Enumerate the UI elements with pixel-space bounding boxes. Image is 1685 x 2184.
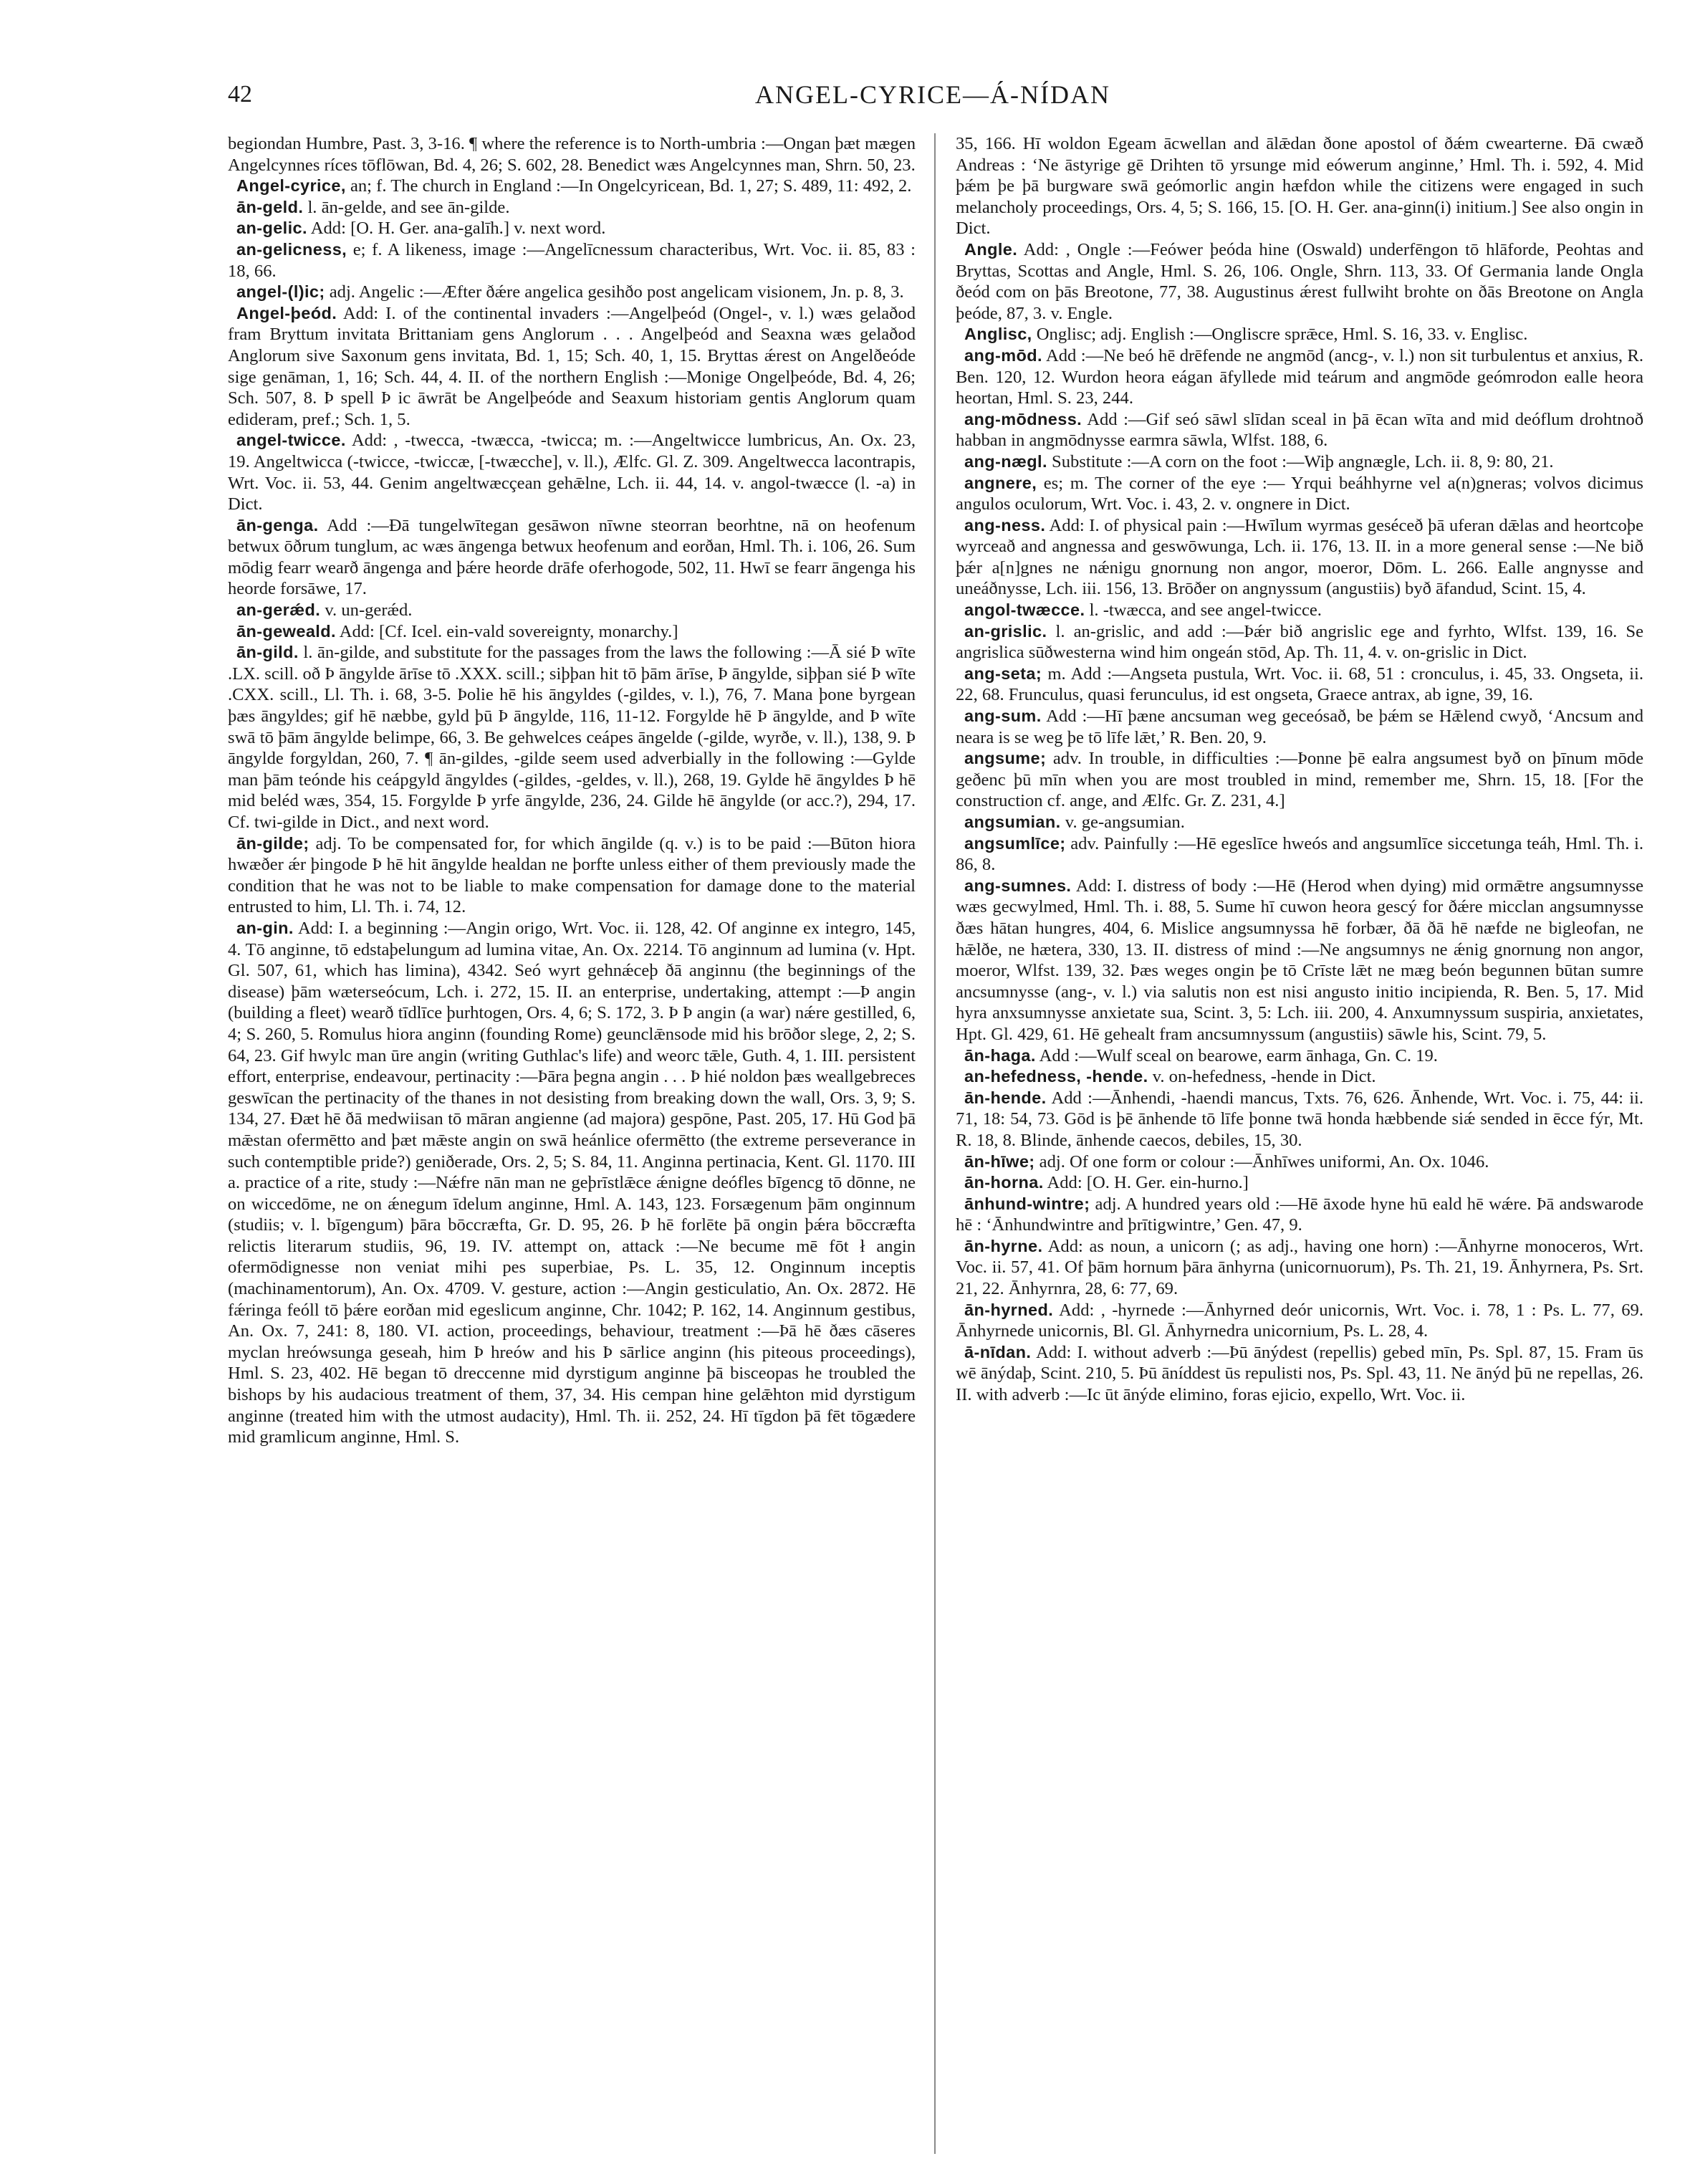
entry-text: Add: I. a beginning :—Angin origo, Wrt. Voc. ii. 128, 42. Of anginne ex integro, 145, 4. Tō anginne, tō edstaþelungum ad lumina vitae, An. Ox. 2214. Tō anginnum ad lumina (v. Hpt. Gl. 507, 61, which has limina), 4342. Seó wyrt gehnǽceþ ðā anginnu (the beginnings of the disease) þām wæterseócum, Lch. i. 272, 15. II. an enterprise, undertaking, attempt :—Þ angin (building a fleet) wearð tīdlīce þurhtogen, Ors. 4, 6; S. 172, 3. Þ Þ angin (a war) nǽre gestilled, 6, 4; S. 260, 5. Romulus hiora anginn (founding Rome) geunclǣnsode mid his brōðor slege, 2, 2; S. 64, 23. Gif hwylc man ūre angin (writing Guthlac's life) and weorc tǣle, Guth. 4, 1. III. persistent effort, enterprise, endeavour, pertinacity :—Þāra þegna angin . . . Þ hié noldon þæs weallgebreces geswīcan the pertinacity of the thanes in not desisting from breaking down the wall, Ors. 3, 9; S. 134, 27. Ðæt hē ðā medwiisan tō māran angienne (ad majora) gespōne, Past. 205, 17. Hū God þā mǣstan ofermētto and þæt mǣste angin on swā heánlice ofermētto (the extreme perseverance in such contemptible pride?) geniðerade, Ors. 2, 5; S. 84, 11. Anginna pertinacia, Kent. Gl. 1170. III a. practice of a rite, study :—Nǽfre nān man ne geþrīstlǣce ǽnigne deófles bīgencg tō dōnne, ne on wiccedōme, ne on ǽnegum īdelum anginne, Hml. A. 143, 123. Forsægenum þām onginnum (studiis; v. l. bīgengum) þāra bōccræfta, Gr. D. 95, 26. Þ hē forlēte þā ongin þǽra bōccræfta relictis literarum studiis, 96, 19. IV. attempt on, attack :—Ne becume mē fōt ł angin ofermōdignesse non veniat mihi pes superbiae, Ps. L. 35, 12. Onginnum inceptis (machinamentorum), An. Ox. 4709. V. gesture, action :—Angin gesticulatio, An. Ox. 2872. Hē fǽringa feóll tō þǽre eorðan mid egeslicum anginne, Chr. 1042; P. 162, 14. Anginnum gestibus, An. Ox. 7, 241: 8, 180. VI. action, proceedings, behaviour, treatment :—Þā hē ðæs cāseres myclan hreówsunga geseah, him Þ hreów and his Þ sārlice anginn (his piteous proceedings), Hml. S. 23, 402. Hē began tō dreccenne mid dyrstigum anginne þā bisceopas he troubled the bishops by his audacious treatment of them, 37, 34. His cempan hine gelǣhton mid dyrstigum anginne (treated him with the utmost audacity), Hml. Th. ii. 252, 24. Hī tīgdon þā fēt tōgædere mid gramlicum anginne, Hml. S. — [228, 918, 916, 1447]
entry-headword: ān-geld. — [236, 197, 304, 216]
entry-text: l. ān-gilde, and substitute for the passages from the laws the following :—Ā sié Þ wīte .LX. scill. oð Þ āngylde ārīse tō .XXX. scill.; siþþan hit tō þām ārīse, Þ āngylde, siþþan sié Þ wīte .CXX. scill., Ll. Th. i. 68, 3-5. Þolie hē his āngyldes (-gildes, v. l.), 76, 7. Mana þone byrgean þæs āngyldes; gif hē næbbe, gyld þū Þ āngylde, 116, 11-12. Forgylde hē Þ āngylde, and Þ wīte swā tō þām āngylde belimpe, 66, 3. Be gehwelces ceápes āngelde (-gilde, wyrðe, v. ll.), 138, 9. Þ āngylde forgyldan, 260, 7. ¶ ān-gildes, -gilde seem used adverbially in the following :—Gylde man þām teónde his ceápgyld āngyldes (-gildes, -geldes, v. ll.), 268, 19. Gylde hē āngyldes Þ hē mid beléd wæs, 354, 15. Forgylde Þ yrfe āngylde, 236, 24. Gilde hē āngylde (or acc.?), 294, 17. Cf. twi-gilde in Dict., and next word. — [228, 643, 916, 832]
entry-headword: ān-gilde; — [236, 833, 309, 853]
entry-headword: ang-seta; — [964, 664, 1042, 683]
entry-headword: an-grislic. — [964, 621, 1047, 641]
entry-text: Add: [O. H. Ger. ana-galīh.] v. next word. — [310, 219, 606, 239]
entry-headword: an-hefedness, -hende. — [964, 1067, 1148, 1086]
entry-headword: an-gelic. — [236, 219, 307, 238]
left-column — [228, 133, 916, 2154]
dictionary-entry — [956, 748, 1643, 812]
entry-headword: angsume; — [964, 749, 1047, 768]
entry-text: Add: I. without adverb :—Þū ānýdest (repellis) gebed mīn, Ps. Spl. 87, 15. Fram ūs wē ānýdaþ, Scint. 210, 5. Þū āníddest ūs repulisti nos, Ps. Spl. 43, 11. Ne ānýd þū ne repellas, 26. II. with adverb :—Ic ūt ānýde elimino, foras ejicio, expello, Wrt. Voc. ii. — [956, 1342, 1643, 1405]
dictionary-entry — [956, 1045, 1643, 1067]
entry-text: es; m. The corner of the eye :— Yrqui beáhhyrne vel a(n)gneras; volvos dicimus angulos oculorum, Wrt. Voc. i. 43, 2. v. ongnere in Dict. — [956, 473, 1643, 514]
entry-headword: ān-hīwe; — [964, 1151, 1035, 1171]
entry-text: 35, 166. Hī woldon Egeam ācwellan and ālǣdan ðone apostol of ðǽm cwearterne. Ðā cwæð Andreas : ‘Ne āstyrige gē Drihten tō yrsunge mid eówerum anginne,’ Hml. Th. i. 592, 4. Mid þǽm þe þā burgware swā geómorlic angin hæfdon while the citizens were engaged in such melancholy proceedings, Ors. 4, 5; S. 166, 15. [O. H. Ger. ana-ginn(i) initium.] See also ongin in Dict. — [956, 134, 1643, 239]
dictionary-entry — [228, 176, 916, 197]
entry-headword: Anglisc, — [964, 325, 1032, 344]
entry-text: v. ge-angsumian. — [1065, 813, 1185, 832]
entry-text: e; f. A likeness, image :—Angelīcnessum characteribus, Wrt. Voc. ii. 85, 83 : 18, 66. — [228, 239, 916, 281]
entry-headword: ān-hende. — [964, 1088, 1047, 1107]
dictionary-entry — [956, 1300, 1643, 1342]
dictionary-entry — [956, 876, 1643, 1045]
entry-text: Add :—Wulf sceal on bearowe, earm ānhaga, Gn. C. 19. — [1039, 1045, 1438, 1065]
entry-text: Add: I. of physical pain :—Hwīlum wyrmas geséceð þā uferan dǣlas and heortcoþe wyrceað and angnessa and geswōwunga, Lch. ii. 176, 13. II. in a more general sense :—Ne bið þǽr a[n]gnes ne nǽnigu gnornung non angor, moeror, Dōm. L. 266. Ealle angnysse and uneáðnysse, Lch. iii. 156, 13. Brōðer on angnyssum (angustiis) byð āfandud, Scint. 15, 4. — [956, 515, 1643, 599]
entry-text: Add :—Ānhendi, -haendi mancus, Txts. 76, 626. Ānhende, Wrt. Voc. i. 75, 44: ii. 71, 18: 54, 73. Gōd is þē ānhende tō līfe þonne twā honda hæbbende siǽ sended in ēcce fýr, Mt. R. 18, 8. Blinde, ānhende caecos, debiles, 15, 30. — [956, 1088, 1643, 1150]
entry-headword: ang-mōd. — [964, 345, 1042, 365]
entry-text: Onglisc; adj. English :—Ongliscre sprǣce, Hml. S. 16, 33. v. Englisc. — [1036, 325, 1528, 345]
entry-headword: ān-hyrne. — [964, 1236, 1043, 1255]
entry-headword: an-gerǽd. — [236, 600, 321, 620]
dictionary-entry — [956, 451, 1643, 473]
entry-text: adj. Angelic :—Æfter ðǽre angelica gesihðo post angelicam visionem, Jn. p. 8, 3. — [329, 282, 904, 302]
entry-headword: ān-horna. — [964, 1173, 1044, 1192]
entry-text: begiondan Humbre, Past. 3, 3-16. ¶ where the reference is to North-umbria :—Ongan þæt mægen Angelcynnes ríces tōflōwan, Bd. 4, 26; S. 602, 28. Benedict wæs Angelcynnes man, Shrn. 50, 23. — [228, 134, 916, 175]
entry-text: Add: , -hyrnede :—Ānhyrned deór unicornis, Wrt. Voc. i. 78, 1 : Ps. L. 77, 69. Ānhyrnede unicornis, Bl. Gl. Ānhyrnedra unicornium, Ps. L. 28, 4. — [956, 1300, 1643, 1341]
entry-headword: angol-twæcce. — [964, 600, 1085, 620]
entry-headword: an-gelicness, — [236, 239, 347, 259]
entry-headword: angnere, — [964, 473, 1037, 492]
entry-text: Add: [Cf. Icel. ein-vald sovereignty, monarchy.] — [339, 621, 678, 641]
dictionary-entry — [956, 324, 1643, 345]
dictionary-entry — [956, 706, 1643, 748]
entry-headword: ān-haga. — [964, 1045, 1036, 1065]
dictionary-entry — [956, 1342, 1643, 1406]
dictionary-entry — [956, 133, 1643, 239]
entry-headword: Angel-cyrice, — [236, 176, 346, 196]
dictionary-entry — [956, 664, 1643, 706]
entry-text: Substitute :—A corn on the foot :—Wiþ angnægle, Lch. ii. 8, 9: 80, 21. — [1052, 451, 1554, 471]
dictionary-entry — [228, 218, 916, 239]
dictionary-entry — [956, 515, 1643, 600]
dictionary-entry — [956, 833, 1643, 876]
entry-text: Add :—Gif seó sāwl slīdan sceal in þā ēcan wīta and mid deóflum drohtnoð habban in angmōdnysse earmra sāwla, Wlfst. 188, 6. — [956, 409, 1643, 451]
entry-text: Add: , -twecca, -twæcca, -twicca; m. :—Angeltwicce lumbricus, An. Ox. 23, 19. Angeltwicca (-twicce, -twiccæ, [-twæcche], v. ll.), Ælfc. Gl. Z. 309. Angeltwecca lacontrapis, Wrt. Voc. ii. 53, 44. Genim angeltwæcçean gehǣlne, Lch. ii. 44, 14. v. angol-twæcce (l. -a) in Dict. — [228, 431, 916, 514]
entry-text: Add: , Ongle :—Feówer þeóda hine (Oswald) underfēngon tō hlāforde, Peohtas and Bryttas, Scottas and Angle, Hml. S. 26, 106. Ongle, Shrn. 113, 33. Of Germania lande Ongla ðeód com on þās Breotone, 77, 38. Augustinus ǽrest fullwiht brohte on ðās Breotone on Angla þeóde, 87, 3. v. Engle. — [956, 239, 1643, 323]
dictionary-entry — [228, 515, 916, 600]
dictionary-entry — [956, 812, 1643, 833]
dictionary-entry — [956, 1194, 1643, 1236]
entry-headword: angsumlīce; — [964, 833, 1066, 853]
dictionary-entry — [228, 621, 916, 643]
entry-headword: ān-geweald. — [236, 621, 336, 641]
entry-text: l. -twæcca, and see angel-twicce. — [1089, 600, 1322, 621]
entry-headword: ān-genga. — [236, 515, 319, 535]
entry-headword: ang-nægl. — [964, 451, 1047, 471]
page-number: 42 — [228, 81, 252, 107]
dictionary-entry — [956, 600, 1643, 621]
entry-headword: Angle. — [964, 239, 1018, 259]
entry-text: Add: as noun, a unicorn (; as adj., having one horn) :—Ānhyrne monoceros, Wrt. Voc. ii. 57, 41. Of þām hornum þāra ānhyrna (unicornuorum), Ps. Th. 21, 19. Ānhyrnera, Ps. Srt. 21, 22. Ānhyrnra, 28, 6: 77, 69. — [956, 1236, 1643, 1299]
entry-text: Add: [O. H. Ger. ein-hurno.] — [1047, 1173, 1249, 1193]
entry-headword: angel-(l)ic; — [236, 282, 325, 302]
entry-text: adv. In trouble, in difficulties :—Þonne þē ealra angsumest byð on þīnum mōde geðenc þū mīn when you are most troubled in mind, remember me, Shrn. 15, 18. [For the construction cf. ange, and Ælfc. Gr. Z. 231, 4.] — [956, 749, 1643, 811]
entry-text: Add :—Ne beó hē drēfende ne angmōd (ancg-, v. l.) non sit turbulentus et anxius, R. Ben. 120, 12. Wurdon heora eágan āfyllede mid teárum and angmōde geómrodon ealle heora heortan, Hml. S. 23, 244. — [956, 345, 1643, 408]
dictionary-entry — [228, 282, 916, 303]
dictionary-entry — [956, 1151, 1643, 1173]
entry-headword: ang-ness. — [964, 515, 1046, 535]
dictionary-entry — [228, 133, 916, 176]
dictionary-entry — [956, 1236, 1643, 1300]
running-head-title: ANGEL-CYRICE—Á-NÍDAN — [755, 80, 1110, 109]
dictionary-entry — [228, 833, 916, 918]
entry-headword: ā-nīdan. — [964, 1342, 1032, 1361]
dictionary-entry — [228, 430, 916, 514]
entry-text: Add: I. distress of body :—Hē (Herod when dying) mid ormǣtre angsumnysse wæs gecwylmed, Hml. Th. i. 88, 5. Sume hī cuwon heora gescý for ðǽre micclan angsumnysse ðæs hātan hungres, 404, 6. Mislice angsumnyssa hē forbær, ðā ðā hē næfde ne bigleofan, ne hǣlðe, ne hætera, 330, 13. II. distress of mind :—Ne angsumnys ne ǽnig gnornung non angor, moeror, Wlfst. 139, 32. Þæs weges ongin þe tō Crīste lǣt ne mæg beón begunnen būtan sumre ancsumnysse (ang-, v. l.) via salutis non est nisi angusto initio incipienda, R. Ben. 5, 17. Mid hyra anxsumnysse anxietate sua, Scint. 3, 5: Lch. iii. 200, 4. Anxumnyssum suspiria, anxietates, Hpt. Gl. 429, 61. Hē gehealt fram ancsumnyssum (angustiis) sāwle his, Scint. 79, 5. — [956, 876, 1643, 1044]
dictionary-entry — [956, 1088, 1643, 1151]
entry-headword: ān-gild. — [236, 643, 299, 662]
dictionary-entry — [228, 600, 916, 621]
entry-headword: an-gin. — [236, 918, 294, 937]
entry-text: l. an-grislic, and add :—Þǽr bið angrislic ege and fyrhto, Wlfst. 139, 16. Se angrislica sūðwesterna wind him ongeán stōd, Ap. Th. 11, 4. v. on-grislic in Dict. — [956, 621, 1643, 663]
entry-text: v. on-hefedness, -hende in Dict. — [1152, 1067, 1376, 1087]
entry-text: Add: I. of the continental invaders :—Angelþeód (Ongel-, v. l.) wæs gelaðod fram Bryttum invitata Brittaniam gens Anglorum . . . Angelþeód and Seaxna wæs gelaðod Anglorum sive Saxonum gens invitata, Bd. 1, 15; Sch. 40, 1, 15. Bryttas ǽrest on Angelðeóde sige genāman, 1, 16; Sch. 44, 4. II. of the northern English :—Monige Ongelþeóde, Bd. 4, 26; Sch. 507, 8. Þ spell Þ ic āwrāt be Angelþeóde and Seaxum historiam gentis Anglorum quam edideram, pref.; Sch. 1, 5. — [228, 303, 916, 429]
dictionary-entry — [228, 642, 916, 833]
dictionary-entry — [228, 197, 916, 219]
dictionary-entry — [956, 345, 1643, 409]
entry-text: adj. To be compensated for, for which āngilde (q. v.) is to be paid :—Būton hiora hwæðer ǽr þingode Þ hē hit āngylde healdan ne þorfte unless either of them previously made the condition that he was not to be liable to make compensation for damage done to the material entrusted to him, Ll. Th. i. 74, 12. — [228, 833, 916, 917]
right-column — [956, 133, 1643, 2154]
running-head — [228, 75, 1638, 115]
entry-headword: ang-sum. — [964, 707, 1042, 726]
dictionary-entry — [228, 918, 916, 1448]
entry-text: an; f. The church in England :—In Ongelcyricean, Bd. 1, 27; S. 489, 11: 492, 2. — [350, 176, 912, 196]
dictionary-entry — [956, 1172, 1643, 1194]
entry-text: adj. A hundred years old :—Hē āxode hyne hū eald hē wǽre. Þā andswarode hē : ‘Ānhundwintre and þrītigwintre,’ Gen. 47, 9. — [956, 1194, 1643, 1235]
dictionary-entry — [956, 409, 1643, 451]
entry-text: adj. Of one form or colour :—Ānhīwes uniformi, An. Ox. 1046. — [1039, 1151, 1489, 1172]
column-divider — [934, 133, 936, 2154]
entry-headword: ān-hyrned. — [964, 1300, 1054, 1319]
entry-text: Add :—Ðā tungelwītegan gesāwon nīwne steorran beorhtne, nā on heofenum betwux ōðrum tunglum, ac wæs āngenga betwux heofenum and eorðan, Hml. Th. i. 106, 26. Sum mōdig fearr wearð āngenga and þǽre heorde drāfe oferhogode, 502, 11. Hwī se fearr āngenga his heorde forsāwe, 17. — [228, 515, 916, 599]
entry-headword: angel-twicce. — [236, 431, 346, 450]
entry-text: Add :—Hī þæne ancsuman weg geceósað, be þǽm se Hǣlend cwyð, ‘Ancsum and neara is se weg þe tō līfe lǣt,’ R. Ben. 20, 9. — [956, 707, 1643, 747]
entry-text: m. Add :—Angseta pustula, Wrt. Voc. ii. 68, 51 : cronculus, i. 45, 33. Ongseta, ii. 22, 68. Frunculus, quasi ferunculus, id est ongseta, Graece antrax, ab igne, 39, 16. — [956, 664, 1643, 705]
dictionary-entry — [228, 303, 916, 431]
entry-headword: ānhund-wintre; — [964, 1194, 1090, 1213]
entry-headword: angsumian. — [964, 813, 1061, 831]
dictionary-entry — [956, 239, 1643, 324]
entry-text: l. ān-gelde, and see ān-gilde. — [307, 197, 510, 217]
dictionary-entry — [956, 1066, 1643, 1088]
entry-text: adv. Painfully :—Hē egeslīce hweós and angsumlīce siccetunga teáh, Hml. Th. i. 86, 8. — [956, 833, 1643, 875]
entry-text: v. un-gerǽd. — [325, 600, 413, 621]
entry-headword: Angel-þeód. — [236, 303, 337, 322]
dictionary-entry — [956, 621, 1643, 664]
entry-headword: ang-sumnes. — [964, 876, 1072, 895]
dictionary-entry — [228, 239, 916, 282]
dictionary-entry — [956, 473, 1643, 515]
entry-headword: ang-mōdness. — [964, 409, 1082, 428]
